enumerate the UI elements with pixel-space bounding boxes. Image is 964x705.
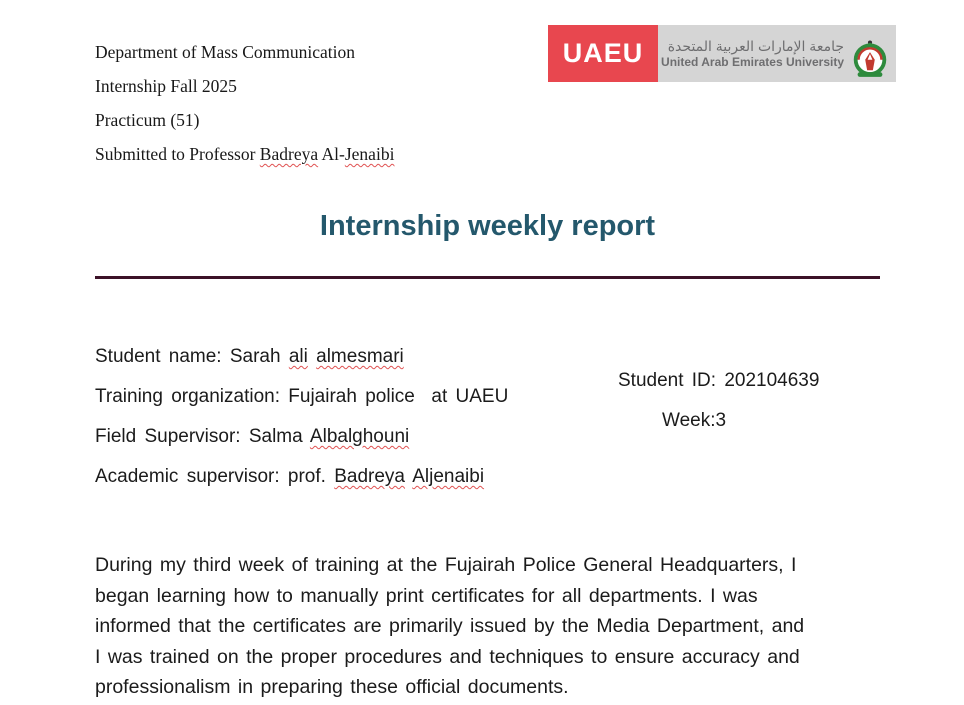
info-row-academic-supervisor [95, 441, 880, 487]
student-id-value: Student ID: 202104639 [618, 370, 820, 391]
misspelled-word: Jenaibi [344, 144, 395, 164]
document-header-block [95, 35, 394, 171]
header-submitted-line [95, 137, 394, 171]
uaeu-logo-acronym-box [548, 25, 658, 82]
misspelled-word: Aljenaibi [412, 466, 485, 487]
body-line: informed that the certificates are primarily issued by the Media Department, and [95, 615, 805, 638]
title-divider-rule [95, 276, 880, 279]
uaeu-logo [548, 25, 896, 82]
body-line: professionalism in preparing these official documents. [95, 676, 569, 699]
student-name-prefix: Student name: Sarah [95, 346, 289, 367]
body-line: During my third week of training at the Fujairah Police General Headquarters, I [95, 554, 797, 576]
uaeu-logo-name-box [658, 25, 896, 82]
misspelled-word: almesmari [316, 346, 404, 367]
academic-supervisor-value [95, 465, 484, 489]
misspelled-word: Badreya [334, 466, 405, 487]
misspelled-word: Badreya [259, 144, 319, 164]
submitted-prefix: Submitted to Professor [95, 144, 260, 164]
field-supervisor-prefix: Field Supervisor: Salma [95, 426, 310, 447]
header-department-line: Department of Mass Communication [95, 42, 356, 62]
info-row-student [95, 321, 880, 391]
misspelled-word: Albalghouni [309, 426, 410, 447]
uaeu-logo-names [661, 38, 844, 69]
university-name-english: United Arab Emirates University [661, 55, 844, 69]
report-body-paragraph [95, 550, 895, 703]
body-line: began learning how to manually print certificates for all departments. I was [95, 584, 758, 607]
misspelled-word: ali [288, 346, 308, 367]
uae-falcon-emblem-icon [849, 29, 891, 79]
page-title: Internship weekly report [319, 210, 656, 242]
body-line: I was trained on the proper procedures and techniques to ensure accuracy and [95, 645, 800, 668]
submitted-mid: Al- [318, 144, 345, 164]
info-row-organization [95, 361, 880, 431]
training-organization-value: Training organization: Fujairah police at UAEU [95, 386, 509, 407]
header-internship-line: Internship Fall 2025 [95, 76, 237, 96]
header-practicum-line: Practicum (51) [95, 110, 200, 130]
info-row-field-supervisor [95, 401, 880, 447]
week-number-value: Week:3 [662, 410, 727, 431]
academic-supervisor-prefix: Academic supervisor: prof. [95, 466, 335, 487]
university-name-arabic: جامعة الإمارات العربية المتحدة [667, 38, 844, 54]
uaeu-acronym: UAEU [562, 38, 644, 68]
